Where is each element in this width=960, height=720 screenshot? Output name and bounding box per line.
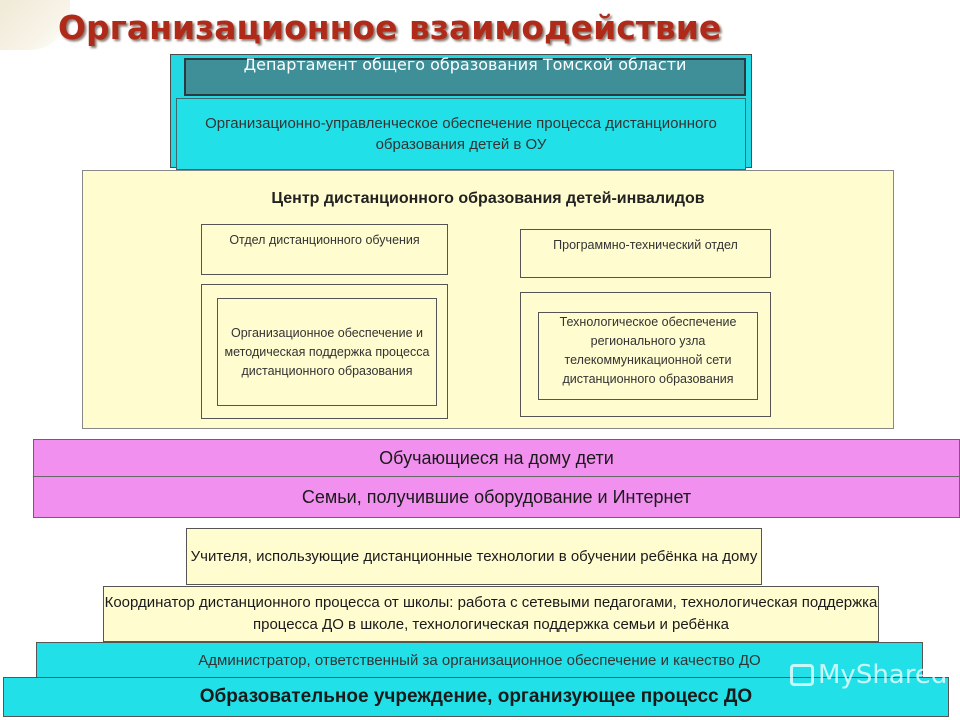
teachers-box: Учителя, использующие дистанционные технологии в обучении ребёнка на дому [186, 528, 762, 585]
watermark [790, 660, 947, 690]
department-label: Департамент общего образования Томской области [243, 55, 687, 74]
administrator-box: Администратор, ответственный за организационное обеспечение и качество ДО [36, 642, 923, 678]
tech-support-box: Технологическое обеспечение регионального узла телекоммуникационной сети дистанционного образования [538, 312, 758, 400]
slide-title: Организационное взаимодействие [58, 8, 722, 47]
students-box: Обучающиеся на дому дети [33, 439, 960, 477]
management-support-box: Организационно-управленческое обеспечение процесса дистанционного образования детей в ОУ [176, 98, 746, 170]
program-tech-dept-box: Программно-технический отдел [520, 229, 771, 278]
distance-learning-dept-box: Отдел дистанционного обучения [201, 224, 448, 275]
institution-box: Образовательное учреждение, организующее процесс ДО [3, 677, 949, 717]
coordinator-box: Координатор дистанционного процесса от школы: работа с сетевыми педагогами, технологическая поддержка процесса ДО в школе, технологическая поддержка семьи и ребёнка [103, 586, 879, 642]
watermark-text: MyShared [818, 660, 948, 690]
distance-center-title: Центр дистанционного образования детей-инвалидов [271, 190, 705, 207]
org-support-box: Организационное обеспечение и методическая поддержка процесса дистанционного образования [217, 298, 437, 406]
families-box: Семьи, получившие оборудование и Интернет [33, 476, 960, 518]
presentation-icon [790, 664, 814, 686]
